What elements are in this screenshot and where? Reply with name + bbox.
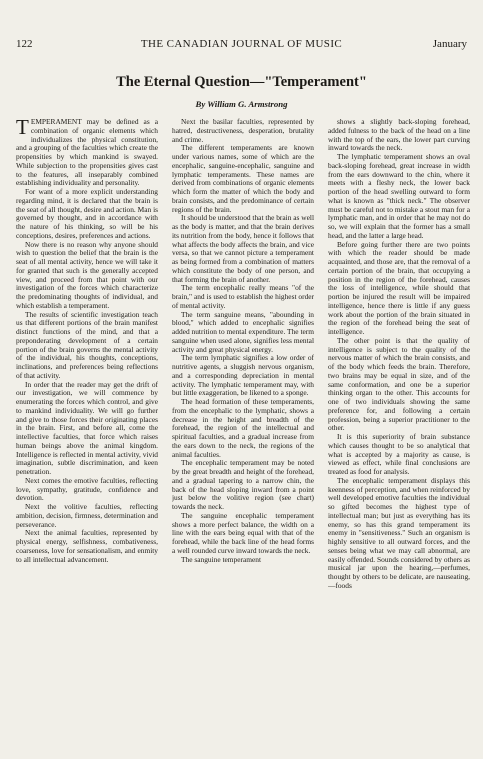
paragraph: The different temperaments are known under various names, some of which are the encephalic, sanguine-encephalic, sanguine and lymphatic temperaments. These names are derived from combinations of organic elements which form the matter of which the body and brain consists, and the predominance of certain regions of the brain. bbox=[172, 143, 314, 214]
journal-title: THE CANADIAN JOURNAL OF MUSIC bbox=[140, 38, 343, 50]
paragraph: TEMPERAMENT may be defined as a combination of organic elements which individualizes the physical constitution, and a grouping of the faculties which create the propensities by which mankind is swayed. While subjection to the propensities gives cast to the features, all inseparably combined establishing individuality and personality. bbox=[16, 118, 158, 188]
page-number: 122 bbox=[16, 38, 33, 50]
article-byline: By William G. Armstrong bbox=[195, 99, 288, 109]
text-column-2 bbox=[172, 118, 314, 750]
paragraph: The term encephalic really means "of the brain," and is used to establish the highest order of mental activity. bbox=[172, 283, 314, 310]
paragraph: Next the animal faculties, represented by physical energy, selfishness, combativeness, coarseness, love for sensationalism, and enmity to all intellectual advancement. bbox=[16, 528, 158, 564]
paragraph: It should be understood that the brain as well as the body is matter, and that the brain derives its nutrition from the body, hence it follows that what affects the body affects the brain, and vice versa, so that we cannot picture a temperament as being formed from a combination of matters which constitute the body of one person, and that forming the brain of another. bbox=[172, 213, 314, 284]
paragraph: The term lymphatic signifies a low order of nutritive agents, a sluggish nervous organism, and a corresponding depreciation in mental activity. The lymphatic temperament may, with but little exaggeration, be likened to a sponge. bbox=[172, 353, 314, 398]
paragraph: Next comes the emotive faculties, reflecting love, sympathy, gratitude, confidence and devotion. bbox=[16, 475, 158, 503]
paragraph: The sanguine temperament bbox=[181, 554, 262, 564]
paragraph: The lymphatic temperament shows an oval back-sloping forehead, great increase in width from the ears downward to the chin, where it meets with a fleshy neck, the lower back portion of the head swelling outward to form what is known as "thick neck." The observer must be careful not to mistake a stout man for a lymphatic man, and in order that he may not do so, we will explain that the former has a small head, and the latter a large head. bbox=[328, 152, 470, 240]
paragraph: In order that the reader may get the drift of our investigation, we will commence by enumerating the forces which control, and give to mankind individuality. We will go further and give to those forces their originating places in the brain. First, and before all, come the intellective faculties, that force which raises human beings above the animal kingdom. Intelligence is reflected in mental activity, vivid imagination, subtle discrimination, and keen penetration. bbox=[16, 379, 158, 476]
running-header bbox=[16, 38, 467, 52]
drop-cap: T bbox=[16, 118, 29, 139]
paragraph: Now there is no reason why anyone should wish to question the belief that the brain is the seat of all mental activity, hence we will take it for granted that such is the generally accepted view, and proceed from that point with our investigation of the forces which characterize the predominating thoughts of individual, and which establish a temperament. bbox=[16, 239, 158, 310]
article-title: The Eternal Question—"Temperament" bbox=[116, 74, 367, 90]
article-body bbox=[16, 118, 471, 750]
paragraph: For want of a more explicit understanding regarding mind, it is declared that the brain is the seat of all thought, desire and action. Man is governed by thought, and in accordance with the nature of his thinking, so will be his conceptions, desires, preferences and actions. bbox=[16, 187, 158, 240]
text-column-1 bbox=[16, 118, 158, 750]
paragraph: The encephalic temperament may be noted by the great breadth and height of the forehead, and a gradual tapering to a narrow chin, the back of the head sloping inward from a point just below the volitive region (see chart) towards the neck. bbox=[172, 458, 314, 511]
paragraph: shows a slightly back-sloping forehead, added fulness to the back of the head on a line with the top of the ears, the lower part curving inward towards the neck. bbox=[328, 118, 470, 153]
issue-month: January bbox=[432, 38, 467, 50]
text-column-3 bbox=[328, 118, 470, 750]
paragraph: The other point is that the quality of intelligence is subject to the quality of the nervous matter of which the brain consists, and of the body which feeds the brain. Therefore, two brains may be equal in size, and of the same conformation, and one be a superior thinking organ to the other. This accounts for one of two individuals showing the same preference for, and following a certain profession, being a superior practitioner to the other. bbox=[328, 335, 470, 433]
paragraph: The encephalic temperament displays this keenness of perception, and when reinforced by well developed emotive faculties the individual so gifted becomes the highest type of intellectual man; but just as everything has its enemy, so has this grand temperament its enemy in "sensitiveness." Such an organism is highly sensitive to all outward forces, and the senses being what we may call abnormal, are easily offended. Sounds considered by others as musical jar upon the hearing,—perfumes, thought by others to be delicate, are nauseating,—foods bbox=[328, 475, 470, 590]
paragraph: Before going further there are two points with which the reader should be made acquainted, and those are, that the removal of a certain portion of the brain, that occupying a position in the region of the forehead, causes the loss of intelligence, while should that portion be injured the result will be impaired intelligence, hence there is little if any guess work about the portion of the brain situated in the region of the forehead being the seat of intelligence. bbox=[328, 239, 470, 336]
paragraph: It is this superiority of brain substance which causes thought to be so analytical that what is accepted by a majority as cause, is viewed as effect, while final conclusions are treated as food for analysis. bbox=[328, 432, 470, 476]
paragraph: The head formation of these temperaments, from the encephalic to the lymphatic, shows a decrease in the height and breadth of the forehead, the region of the intellectual and spiritual faculties, and a gradual increase from the ears down to the neck, the regions of the animal faculties. bbox=[172, 397, 314, 459]
paragraph: The sanguine encephalic temperament shows a more perfect balance, the width on a line with the ears being equal with that of the forehead, while the back line of the head forms a well rounded curve inward towards the neck. bbox=[172, 510, 314, 555]
paragraph: Next the volitive faculties, reflecting ambition, decision, firmness, determination and perseverance. bbox=[16, 502, 158, 529]
paragraph: Next the basilar faculties, represented by hatred, destructiveness, desperation, brutality and crime. bbox=[172, 118, 314, 144]
paragraph: The results of scientific investigation teach us that different portions of the brain manifest distinct functions of the mind, and that a preponderating development of a certain portion of the brain governs the mental activity of the individual, his thoughts, conceptions, inclinations, and preferences being reflections of that activity. bbox=[16, 309, 158, 380]
paragraph: The term sanguine means, "abounding in blood," which added to encephalic signifies added nutrition to mental expenditure. The term sanguine when used alone, signifies less mental activity and great physical energy. bbox=[172, 309, 314, 354]
